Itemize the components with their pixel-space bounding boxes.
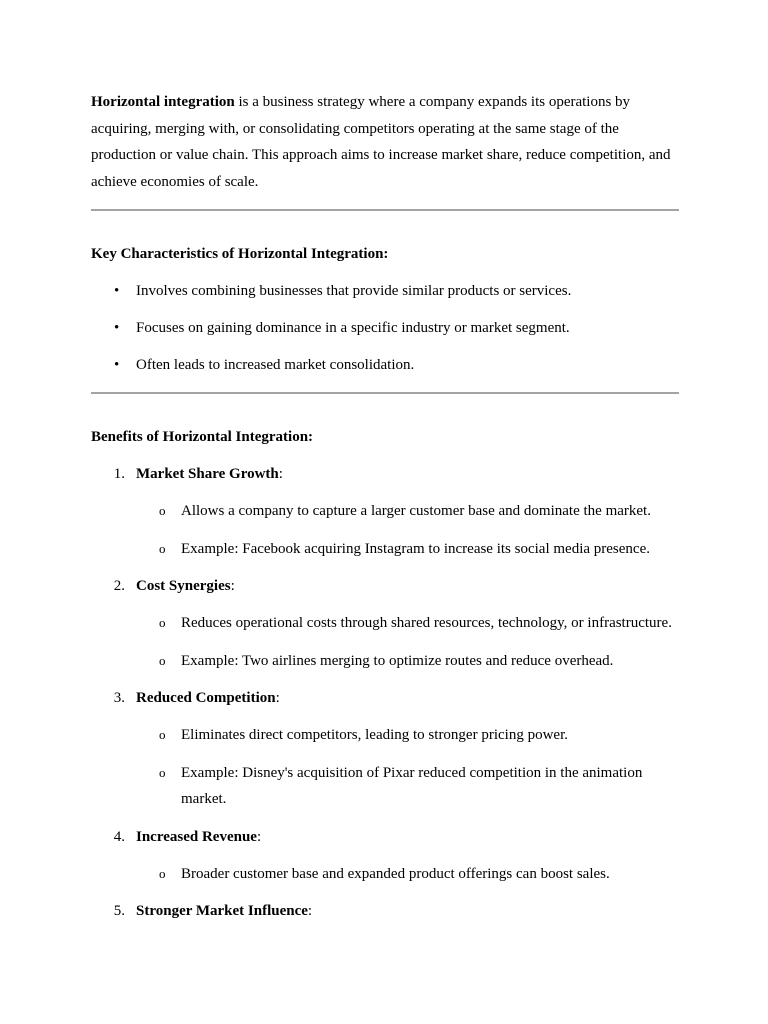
- intro-paragraph: [91, 89, 679, 195]
- list-number: 4.: [113, 828, 125, 845]
- sub-item-text: Example: Disney's acquisition of Pixar reduced competition in the animation market.: [181, 764, 643, 807]
- circle-bullet-icon: o: [159, 727, 166, 742]
- sub-list-wrapper: [91, 498, 679, 562]
- sub-list-wrapper: [91, 861, 679, 888]
- list-item: [91, 281, 679, 301]
- list-item-text: Focuses on gaining dominance in a specific industry or market segment.: [136, 320, 570, 336]
- benefits-heading: Benefits of Horizontal Integration:: [91, 429, 314, 445]
- sub-item-text: Example: Two airlines merging to optimize routes and reduce overhead.: [181, 652, 614, 669]
- sub-item-text: Reduces operational costs through shared resources, technology, or infrastructure.: [181, 615, 672, 631]
- circle-bullet-icon: o: [159, 865, 166, 881]
- list-number: 2.: [113, 578, 125, 594]
- list-number: 1.: [113, 466, 125, 482]
- circle-bullet-icon: o: [159, 540, 166, 556]
- benefit-suffix: :: [275, 690, 280, 706]
- sub-list-item: [91, 610, 679, 637]
- sub-list-item: [91, 722, 679, 749]
- sub-item-text: Eliminates direct competitors, leading to stronger pricing power.: [181, 727, 568, 743]
- sub-list-item: [91, 536, 679, 563]
- sub-list-item: [91, 861, 679, 888]
- benefit-term: Increased Revenue: [136, 828, 257, 845]
- benefit-item: [91, 576, 679, 596]
- characteristics-heading: Key Characteristics of Horizontal Integration:: [91, 246, 389, 262]
- benefit-suffix: :: [307, 903, 313, 919]
- sub-list-item: [91, 648, 679, 675]
- list-item: [91, 355, 679, 375]
- benefit-term: Reduced Competition: [136, 690, 276, 706]
- circle-bullet-icon: o: [159, 764, 166, 780]
- benefit-term: Cost Synergies: [136, 578, 231, 594]
- horizontal-divider: [91, 209, 679, 211]
- circle-bullet-icon: o: [159, 503, 166, 518]
- list-item-text: Often leads to increased market consolidation.: [136, 357, 415, 373]
- bullet-icon: •: [114, 283, 120, 299]
- benefit-item: [91, 464, 679, 484]
- list-number: 3.: [113, 690, 125, 706]
- benefit-item: [91, 688, 679, 708]
- benefits-list: [91, 464, 679, 921]
- benefit-term: Market Share Growth: [136, 466, 279, 482]
- sub-list-wrapper: [91, 722, 679, 813]
- benefit-suffix: :: [230, 578, 235, 594]
- intro-text: is a business strategy where a company expands its operations by acquiring, merging with, or consolidating competitors operating at the same stage of the production or value chain. This approach aims to increase market share, reduce competition, and achieve economies of scale.: [91, 94, 671, 190]
- sub-list-item: [91, 760, 679, 813]
- list-item-text: Involves combining businesses that provide similar products or services.: [136, 283, 572, 299]
- benefit-suffix: :: [278, 466, 283, 482]
- sub-item-text: Broader customer base and expanded product offerings can boost sales.: [181, 865, 610, 882]
- bullet-icon: •: [114, 320, 120, 336]
- list-item: [91, 318, 679, 338]
- sub-list: [91, 610, 679, 674]
- bullet-icon: •: [114, 357, 120, 373]
- sub-list-item: [91, 498, 679, 525]
- intro-term: Horizontal integration: [91, 94, 235, 110]
- benefit-term: Stronger Market Influence: [136, 903, 308, 919]
- circle-bullet-icon: o: [159, 615, 166, 630]
- document-page: [91, 89, 679, 921]
- sub-list: [91, 498, 679, 562]
- sub-item-text: Allows a company to capture a larger customer base and dominate the market.: [181, 503, 651, 519]
- characteristics-list: [91, 281, 679, 375]
- sub-list: [91, 861, 679, 888]
- benefit-suffix: :: [256, 828, 262, 845]
- sub-item-text: Example: Facebook acquiring Instagram to increase its social media presence.: [181, 540, 650, 557]
- list-number: 5.: [113, 903, 125, 919]
- circle-bullet-icon: o: [159, 652, 166, 668]
- horizontal-divider: [91, 392, 679, 394]
- benefit-item: [91, 827, 679, 847]
- sub-list: [91, 722, 679, 813]
- benefit-item: [91, 901, 679, 921]
- sub-list-wrapper: [91, 610, 679, 674]
